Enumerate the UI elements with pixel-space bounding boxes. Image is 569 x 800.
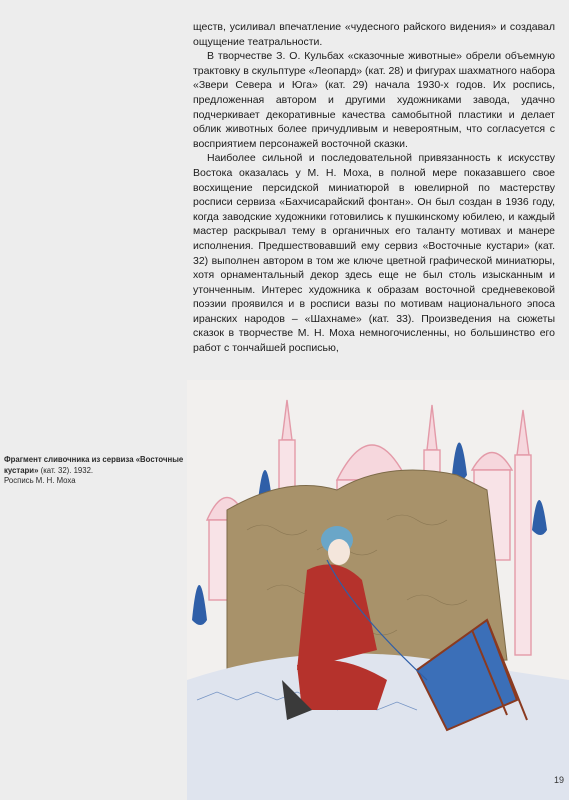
caption-author: Роспись М. Н. Моха [4,476,76,485]
porcelain-illustration [187,380,569,800]
paragraph-2: В творчестве З. О. Кульбах «сказочные животные» обрели объемную трактовку в скульптуре «Леопард» (кат. 28) и фигурах шахматного набора «Звери Севера и Юга» (кат. 29) начала 1930-х годов. Их роспись, предложенная автором и другими художниками завода, удачно подчеркивает декоративные качества самобытной пластики и делает облик животных более причудливым и невероятным, что согласуется с восприятием персонажей восточной сказки. [193,50,555,150]
figure-caption [4,455,184,487]
article-text [193,20,555,356]
caption-title: Фрагмент сливочника из сервиза «Восточные кустари» [4,455,184,475]
paragraph-3: Наиболее сильной и последовательной привязанность к искусству Востока оказалась у М. Н. Моха, в полной мере показавшего свое восхищение персидской миниатюрой в ювелирной по мастерству росписи сервиза «Бахчисарайский фонтан». Он был создан в 1936 году, когда заводские художники готовились к пушкинскому юбилею, и каждый мастер раскрывал тему в органичных его таланту мотивах и манере исполнения. Предшествовавший ему сервиз «Восточные кустари» (кат. 32) выполнен автором в том же ключе цветной графической миниатюры, хотя орнаментальный декор здесь еще не был столь изысканным и утонченным. Интерес художника к образам восточной средневековой поэзии проявился и в росписи вазы по мотивам национального эпоса иранских народов – «Шахнаме» (кат. 33). Произведения на сюжеты сказок в творчестве М. Н. Моха немногочисленны, но большинство его работ с тончайшей росписью, [193,152,555,355]
caption-details: (кат. 32). 1932. [38,465,94,475]
paragraph-1: ществ, усиливал впечатление «чудесного райского видения» и создавал ощущение театральности. [193,21,555,48]
page-number: 19 [553,775,564,785]
